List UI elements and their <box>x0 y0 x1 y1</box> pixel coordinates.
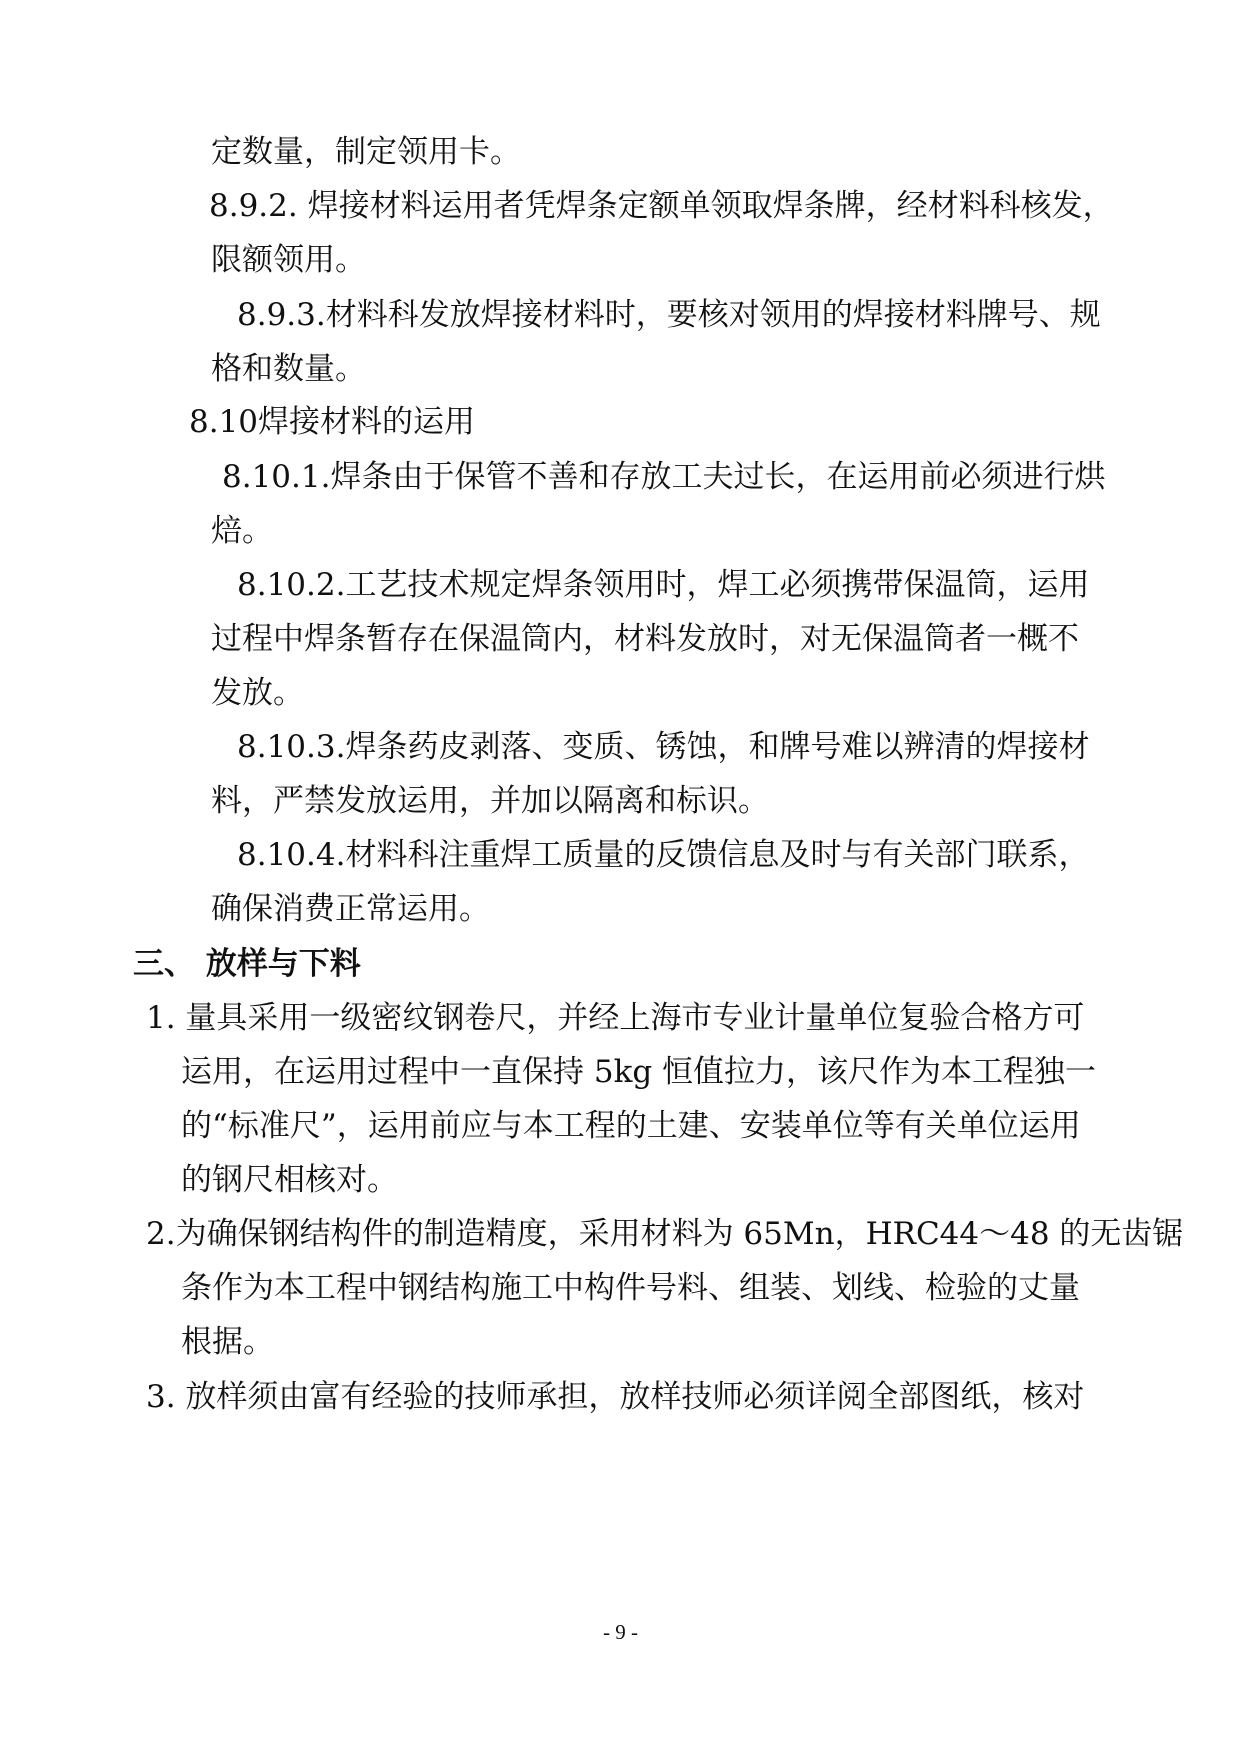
text-line: 的钢尺相核对。 <box>181 1162 398 1198</box>
text-line: 8.10.1.焊条由于保管不善和存放工夫过长，在运用前必须进行烘 <box>222 459 1106 495</box>
section-heading: 8.10焊接材料的运用 <box>189 404 476 440</box>
chapter-heading: 三、 放样与下料 <box>133 946 361 982</box>
text-line: 1. 量具采用一级密纹钢卷尺，并经上海市专业计量单位复验合格方可 <box>146 1000 1085 1036</box>
text-line: 8.10.4.材料科注重焊工质量的反馈信息及时与有关部门联系， <box>237 837 1090 873</box>
text-line: 8.9.2. 焊接材料运用者凭焊条定额单领取焊条牌，经材料科核发， <box>209 188 1114 224</box>
text-line: 格和数量。 <box>211 351 366 387</box>
text-line: 2.为确保钢结构件的制造精度，采用材料为 65Mn，HRC44～48 的无齿锯 <box>146 1216 1184 1252</box>
text-line: 条作为本工程中钢结构施工中构件号料、组装、划线、检验的丈量 <box>181 1270 1080 1306</box>
text-line: 8.10.3.焊条药皮剥落、变质、锈蚀，和牌号难以辨清的焊接材 <box>237 729 1090 765</box>
text-line: 限额领用。 <box>211 242 366 278</box>
text-line: 8.10.2.工艺技术规定焊条领用时，焊工必须携带保温筒，运用 <box>237 567 1090 603</box>
text-line: 的“标准尺”，运用前应与本工程的土建、安装单位等有关单位运用 <box>181 1108 1081 1144</box>
text-line: 确保消费正常运用。 <box>211 891 490 927</box>
text-line: 料，严禁发放运用，并加以隔离和标识。 <box>211 783 769 819</box>
text-line: 8.9.3.材料科发放焊接材料时，要核对领用的焊接材料牌号、规 <box>237 297 1101 333</box>
text-line: 过程中焊条暂存在保温筒内，材料发放时，对无保温筒者一概不 <box>211 621 1079 657</box>
page-number: - 9 - <box>603 1620 638 1644</box>
text-line: 根据。 <box>181 1324 274 1360</box>
text-line: 定数量，制定领用卡。 <box>211 134 521 170</box>
text-line: 运用，在运用过程中一直保持 5kg 恒值拉力，该尺作为本工程独一 <box>181 1054 1097 1090</box>
text-line: 3. 放样须由富有经验的技师承担，放样技师必须详阅全部图纸，核对 <box>146 1379 1085 1415</box>
text-line: 发放。 <box>211 675 304 711</box>
text-line: 焙。 <box>211 513 273 549</box>
